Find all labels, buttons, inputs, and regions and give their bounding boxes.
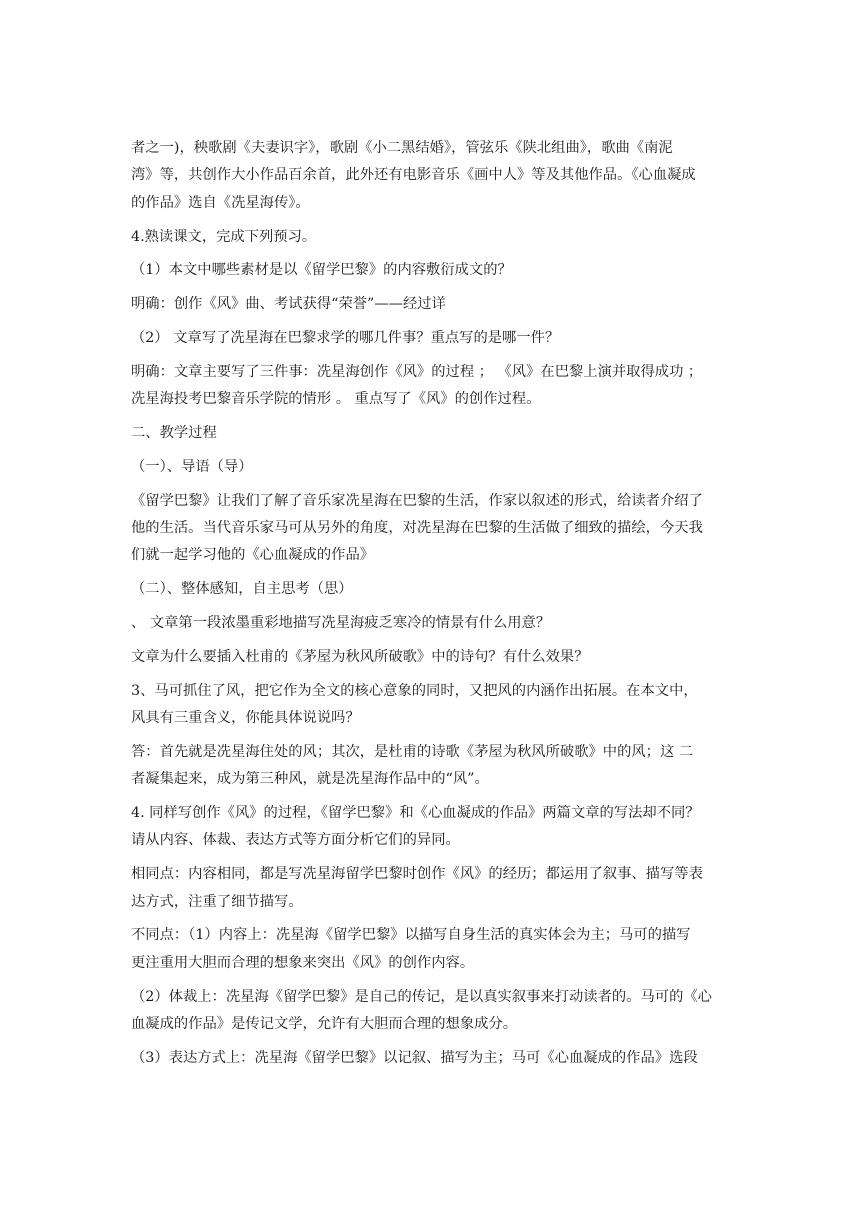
text-line: 《留学巴黎》让我们了解了音乐家冼星海在巴黎的生活，作家以叙述的形式，给读者介绍了 bbox=[131, 492, 703, 509]
text-line: （一）、导语（导） bbox=[131, 458, 253, 475]
text-line: （2）体裁上：冼星海《留学巴黎》是自己的传记，是以真实叙事来打动读者的。马可的《心 bbox=[131, 988, 712, 1005]
paragraph bbox=[131, 420, 733, 447]
text-line: 3、马可抓住了风，把它作为全文的核心意象的同时，又把风的内涵作出拓展。在本文中， bbox=[131, 682, 698, 699]
text-line: （2） 文章写了冼星海在巴黎求学的哪几件事？重点写的是哪一件？ bbox=[131, 330, 560, 346]
paragraph bbox=[131, 359, 733, 414]
text-line: 者之一)，秧歌剧《夫妻识字》，歌剧《小二黑结婚》，管弦乐《陕北组曲》，歌曲《南泥 bbox=[131, 140, 673, 156]
text-line: 相同点：内容相同，都是写冼星海留学巴黎时创作《风》的经历；都运用了叙事、描写等表 bbox=[131, 866, 703, 883]
paragraph bbox=[131, 984, 733, 1039]
text-line: 4. 同样写创作《风》的过程，《留学巴黎》和《心血凝成的作品》两篇文章的写法却不同？ bbox=[131, 805, 700, 821]
paragraph bbox=[131, 325, 733, 352]
text-line: 者凝集起来，成为第三种风，就是冼星海作品中的“风”。 bbox=[131, 771, 489, 788]
text-line: 达方式，注重了细节描写。 bbox=[131, 893, 303, 910]
text-line: 冼星海投考巴黎音乐学院的情形 。 重点写了《风》的创作过程。 bbox=[131, 391, 541, 408]
text-line: （3）表达方式上：冼星海《留学巴黎》以记叙、描写为主；马可《心血凝成的作品》选段 bbox=[131, 1049, 698, 1066]
text-line: 明确：文章主要写了三件事：冼星海创作《风》的过程 ； 《风》在巴黎上演并取得成功 ； bbox=[131, 363, 703, 380]
text-line: 更注重用大胆而合理的想象来突出《风》的创作内容。 bbox=[131, 954, 475, 971]
paragraph bbox=[131, 488, 733, 570]
text-line: 文章为什么要插入杜甫的《茅屋为秋风所破歌》中的诗句？有什么效果？ bbox=[131, 648, 589, 665]
text-line: 4.熟读课文，完成下列预习。 bbox=[131, 228, 317, 245]
text-line: 答：首先就是冼星海住处的风；其次，是杜甫的诗歌《茅屋为秋风所破歌》中的风；这 二 bbox=[131, 743, 694, 760]
text-line: 风具有三重含义，你能具体说说吗？ bbox=[131, 710, 360, 726]
paragraph bbox=[131, 224, 733, 251]
paragraph bbox=[131, 576, 733, 603]
paragraph bbox=[131, 135, 733, 217]
paragraph bbox=[131, 644, 733, 671]
paragraph bbox=[131, 922, 733, 977]
paragraph bbox=[131, 454, 733, 481]
paragraph bbox=[131, 800, 733, 855]
text-line: 二、教学过程 bbox=[131, 425, 217, 441]
text-line: 们就一起学习他的《心血凝成的作品》 bbox=[131, 547, 375, 564]
text-line: 湾》等，共创作大小作品百余首，此外还有电影音乐《画中人》等及其他作品。《心血凝成 bbox=[131, 167, 696, 184]
text-line: 的作品》选自《冼星海传》。 bbox=[131, 194, 310, 211]
text-line: 不同点：（1）内容上：冼星海《留学巴黎》以描写自身生活的真实体会为主；马可的描写 bbox=[131, 927, 691, 944]
text-line: （1）本文中哪些素材是以《留学巴黎》的内容敷衍成文的？ bbox=[131, 262, 512, 279]
paragraph bbox=[131, 291, 733, 318]
paragraph bbox=[131, 257, 733, 284]
text-line: 请从内容、体裁、表达方式等方面分析它们的异同。 bbox=[131, 832, 460, 849]
text-line: 、 文章第一段浓墨重彩地描写冼星海疲乏寒冷的情景有什么用意？ bbox=[131, 615, 551, 631]
text-line: 明确：创作《风》曲、考试获得“荣誉”——经过详 bbox=[131, 296, 446, 313]
paragraph bbox=[131, 739, 733, 794]
text-line: 他的生活。当代音乐家马可从另外的角度，对冼星海在巴黎的生活做了细致的描绘，今天我 bbox=[131, 520, 703, 536]
document-body bbox=[131, 135, 733, 1072]
paragraph bbox=[131, 861, 733, 916]
text-line: （二）、整体感知，自主思考（思） bbox=[131, 581, 353, 598]
paragraph bbox=[131, 1045, 733, 1072]
paragraph bbox=[131, 678, 733, 733]
text-line: 血凝成的作品》是传记文学，允许有大胆而合理的想象成分。 bbox=[131, 1016, 518, 1033]
paragraph bbox=[131, 610, 733, 637]
